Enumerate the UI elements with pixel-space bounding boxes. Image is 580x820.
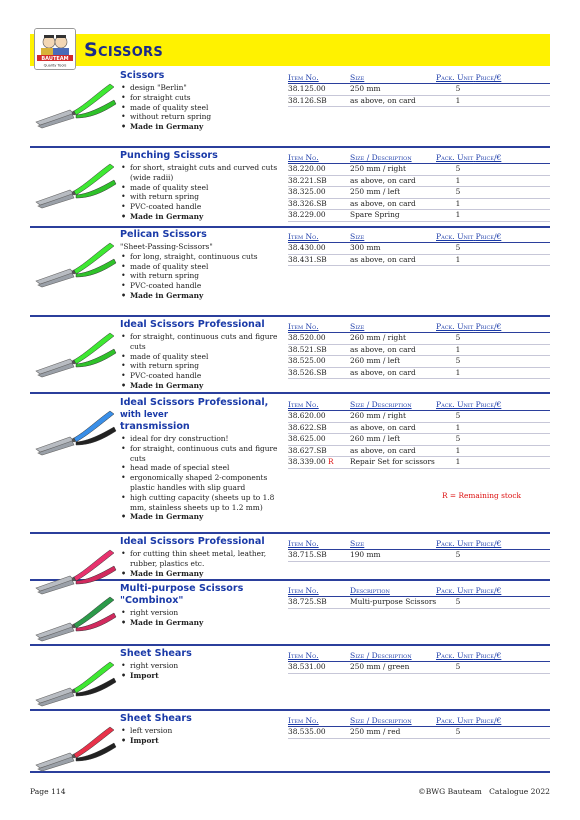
table-header [288, 650, 550, 662]
feature-item: • with return spring [120, 271, 288, 281]
col-header-item: Item No. [288, 539, 319, 548]
pack-unit: 5 [455, 727, 461, 737]
section-divider [30, 532, 550, 534]
brand-logo [34, 28, 76, 70]
col-header-pack-price: Pack. Unit Price/€ [436, 539, 502, 548]
col-header-pack-price: Pack. Unit Price/€ [436, 153, 502, 162]
product-title: Ideal Scissors Professional [120, 319, 265, 330]
item-number: 38.526.SB [288, 367, 327, 377]
pack-unit-cell [436, 84, 550, 94]
page-title: Scissors [84, 39, 164, 61]
pack-unit-cell [436, 176, 550, 186]
item-number: 38.430.00 [288, 243, 326, 253]
product-info [120, 536, 288, 578]
product-title: Sheet Shears [120, 648, 192, 659]
col-header-size: Size [350, 73, 365, 82]
item-number: 38.535.00 [288, 727, 326, 737]
product-table [288, 715, 550, 739]
item-size: 250 mm / red [350, 727, 401, 737]
pack-unit: 1 [455, 254, 461, 264]
table-row [288, 727, 550, 739]
table-header [288, 72, 550, 84]
product-section [30, 229, 550, 317]
product-info [120, 583, 288, 628]
col-header-size: Size [350, 232, 365, 241]
pack-unit-cell [436, 164, 550, 174]
pack-unit-cell [436, 345, 550, 355]
table-row [288, 255, 550, 267]
feature-item: • Made in Germany [120, 569, 288, 579]
col-header-size: Size / Description [350, 400, 412, 409]
pack-unit-cell [436, 597, 550, 607]
table-row [288, 446, 550, 458]
feature-item: • Made in Germany [120, 512, 288, 522]
pack-unit: 1 [455, 175, 461, 185]
product-image [30, 587, 120, 657]
table-row [288, 434, 550, 446]
feature-item: • for long, straight, continuous cuts [120, 252, 288, 262]
pack-unit-cell [436, 434, 550, 444]
pack-unit: 1 [455, 445, 461, 455]
svg-text:Quality Tools: Quality Tools [43, 63, 67, 68]
feature-item: • with return spring [120, 192, 288, 202]
product-table [288, 538, 550, 562]
feature-item: • Made in Germany [120, 122, 288, 132]
col-header-pack-price: Pack. Unit Price/€ [436, 586, 502, 595]
table-header [288, 152, 550, 164]
col-header-item: Item No. [288, 651, 319, 660]
item-number: 38.220.00 [288, 164, 326, 174]
table-row [288, 457, 550, 469]
feature-list [120, 434, 288, 522]
pack-unit: 5 [455, 243, 461, 253]
product-table [288, 585, 550, 609]
product-section [30, 583, 550, 646]
col-header-size: Size [350, 539, 365, 548]
item-number: 38.339.00 R [288, 457, 334, 467]
feature-item: • PVC-coated handle [120, 202, 288, 212]
feature-item: • Made in Germany [120, 291, 288, 301]
svg-text:BAUTEAM: BAUTEAM [41, 56, 69, 62]
product-table [288, 72, 550, 107]
pack-unit: 5 [455, 333, 461, 343]
pack-unit-cell [436, 333, 550, 343]
item-size: 260 mm / left [350, 356, 401, 366]
product-title: Ideal Scissors Professional, with lever transmission [120, 397, 269, 432]
feature-item: • for straight cuts [120, 93, 288, 103]
item-size: as above, on card [350, 344, 416, 354]
feature-list [120, 608, 288, 628]
product-section [30, 713, 550, 773]
table-row [288, 662, 550, 674]
col-header-item: Item No. [288, 716, 319, 725]
pack-unit-cell [436, 356, 550, 366]
item-size: 190 mm [350, 550, 381, 560]
feature-item: • ergonomically shaped 2-components plastic handles with slip guard [120, 473, 288, 493]
pack-unit-cell [436, 727, 550, 737]
product-title: Punching Scissors [120, 150, 218, 161]
item-number: 38.525.00 [288, 356, 326, 366]
item-size: as above, on card [350, 254, 416, 264]
col-header-item: Item No. [288, 400, 319, 409]
item-number: 38.325.00 [288, 187, 326, 197]
feature-list [120, 332, 288, 391]
table-row [288, 550, 550, 562]
col-header-pack-price: Pack. Unit Price/€ [436, 716, 502, 725]
feature-list [120, 83, 288, 132]
section-divider [30, 146, 550, 148]
feature-item: • for straight, continuous cuts and figure cuts [120, 332, 288, 352]
table-row [288, 345, 550, 357]
table-row [288, 199, 550, 211]
table-header [288, 585, 550, 597]
pack-unit-cell [436, 210, 550, 220]
feature-item: • PVC-coated handle [120, 281, 288, 291]
feature-item: • head made of special steel [120, 463, 288, 473]
pack-unit-cell [436, 96, 550, 106]
pack-unit: 1 [455, 210, 461, 220]
product-title: Scissors [120, 70, 165, 81]
item-number: 38.622.SB [288, 422, 327, 432]
product-table [288, 231, 550, 266]
pack-unit-cell [436, 457, 550, 467]
col-header-item: Item No. [288, 153, 319, 162]
product-title: Multi-purpose Scissors "Combinox" [120, 583, 244, 606]
product-info [120, 229, 288, 301]
product-info [120, 319, 288, 391]
pack-unit: 5 [455, 597, 461, 607]
col-header-item: Item No. [288, 322, 319, 331]
feature-item: • made of quality steel [120, 262, 288, 272]
table-row [288, 96, 550, 108]
pack-unit-cell [436, 243, 550, 253]
product-section [30, 319, 550, 394]
table-row [288, 597, 550, 609]
col-header-size: Size / Description [350, 716, 412, 725]
item-size: Spare Spring [350, 210, 400, 220]
table-row [288, 368, 550, 380]
feature-item: • Made in Germany [120, 212, 288, 222]
item-size: as above, on card [350, 445, 416, 455]
item-number: 38.620.00 [288, 411, 326, 421]
product-info [120, 70, 288, 132]
feature-item: • for straight, continuous cuts and figure cuts [120, 444, 288, 464]
table-header [288, 715, 550, 727]
col-header-size: Size / Description [350, 153, 412, 162]
item-number: 38.229.00 [288, 210, 326, 220]
pack-unit: 5 [455, 187, 461, 197]
pack-unit: 5 [455, 356, 461, 366]
feature-item: • made of quality steel [120, 183, 288, 193]
feature-item: • without return spring [120, 112, 288, 122]
item-size: 250 mm / right [350, 164, 407, 174]
feature-item: • high cutting capacity (sheets up to 1.8 mm, stainless sheets up to 1.2 mm) [120, 493, 288, 513]
item-size: 300 mm [350, 243, 381, 253]
item-size: as above, on card [350, 367, 416, 377]
feature-item: • left version [120, 726, 288, 736]
item-size: as above, on card [350, 175, 416, 185]
feature-item: • ideal for dry construction! [120, 434, 288, 444]
feature-item: • for cutting thin sheet metal, leather, rubber, plastics etc. [120, 549, 288, 569]
feature-item: • Made in Germany [120, 381, 288, 391]
feature-item: • design "Berlin" [120, 83, 288, 93]
item-number: 38.221.SB [288, 175, 327, 185]
pack-unit-cell [436, 368, 550, 378]
pack-unit: 1 [455, 198, 461, 208]
product-title: Pelican Scissors [120, 229, 207, 240]
product-table [288, 650, 550, 674]
remark-note: R = Remaining stock [442, 491, 521, 500]
col-header-item: Item No. [288, 73, 319, 82]
feature-item: • right version [120, 608, 288, 618]
product-image [30, 233, 120, 303]
item-size: as above, on card [350, 198, 416, 208]
col-header-pack-price: Pack. Unit Price/€ [436, 651, 502, 660]
item-number: 38.531.00 [288, 662, 326, 672]
pack-unit-cell [436, 423, 550, 433]
product-image [30, 154, 120, 224]
feature-list [120, 163, 288, 222]
feature-item: • PVC-coated handle [120, 371, 288, 381]
product-image [30, 323, 120, 393]
footer-copyright: ©BWG Bauteam Catalogue 2022 [418, 787, 550, 796]
item-number: 38.627.SB [288, 445, 327, 455]
table-row [288, 356, 550, 368]
feature-item: • right version [120, 661, 288, 671]
item-size: 260 mm / left [350, 434, 401, 444]
item-number: 38.520.00 [288, 333, 326, 343]
pack-unit-cell [436, 411, 550, 421]
item-number: 38.521.SB [288, 344, 327, 354]
item-size: as above, on card [350, 95, 416, 105]
feature-list [120, 661, 288, 681]
item-number: 38.326.SB [288, 198, 327, 208]
product-image [30, 401, 120, 471]
item-size: 250 mm [350, 84, 381, 94]
pack-unit: 5 [455, 662, 461, 672]
pack-unit-cell [436, 187, 550, 197]
col-header-item: Item No. [288, 586, 319, 595]
table-header [288, 321, 550, 333]
item-number: 38.125.00 [288, 84, 326, 94]
item-size: as above, on card [350, 422, 416, 432]
feature-item: • made of quality steel [120, 352, 288, 362]
item-size: 250 mm / left [350, 187, 401, 197]
table-row [288, 84, 550, 96]
feature-item: • made of quality steel [120, 103, 288, 113]
feature-item: • Import [120, 736, 288, 746]
col-header-size: Description [350, 586, 390, 595]
product-section [30, 536, 550, 581]
pack-unit: 1 [455, 457, 461, 467]
item-number: 38.715.SB [288, 550, 327, 560]
pack-unit-cell [436, 199, 550, 209]
product-image [30, 652, 120, 722]
col-header-pack-price: Pack. Unit Price/€ [436, 322, 502, 331]
product-info [120, 648, 288, 681]
col-header-pack-price: Pack. Unit Price/€ [436, 400, 502, 409]
product-info [120, 713, 288, 746]
feature-item: • with return spring [120, 361, 288, 371]
table-row [288, 243, 550, 255]
product-info [120, 397, 288, 522]
feature-item: • for short, straight cuts and curved cuts (wide radii) [120, 163, 288, 183]
product-image [30, 74, 120, 144]
item-size: 260 mm / right [350, 411, 407, 421]
section-divider [30, 315, 550, 317]
section-divider [30, 226, 550, 228]
pack-unit-cell [436, 446, 550, 456]
pack-unit: 1 [455, 422, 461, 432]
table-row [288, 210, 550, 222]
col-header-size: Size [350, 322, 365, 331]
feature-list [120, 252, 288, 301]
product-section [30, 70, 550, 148]
pack-unit: 1 [455, 344, 461, 354]
table-row [288, 176, 550, 188]
pack-unit: 1 [455, 95, 461, 105]
product-section [30, 648, 550, 711]
pack-unit: 5 [455, 434, 461, 444]
item-size: 260 mm / right [350, 333, 407, 343]
product-subtitle: "Sheet-Passing-Scissors" [120, 242, 213, 251]
pack-unit: 5 [455, 164, 461, 174]
product-title: Ideal Scissors Professional [120, 536, 265, 547]
pack-unit: 5 [455, 84, 461, 94]
product-section [30, 397, 550, 534]
pack-unit: 1 [455, 367, 461, 377]
table-header [288, 399, 550, 411]
product-title: Sheet Shears [120, 713, 192, 724]
feature-item: • Import [120, 671, 288, 681]
table-row [288, 411, 550, 423]
table-row [288, 164, 550, 176]
product-table [288, 321, 550, 379]
table-row [288, 423, 550, 435]
pack-unit-cell [436, 662, 550, 672]
remaining-stock-mark: R [327, 457, 334, 467]
pack-unit: 5 [455, 411, 461, 421]
col-header-pack-price: Pack. Unit Price/€ [436, 73, 502, 82]
item-number: 38.431.SB [288, 254, 327, 264]
item-number: 38.126.SB [288, 95, 327, 105]
table-row [288, 333, 550, 345]
feature-item: • Made in Germany [120, 618, 288, 628]
col-header-item: Item No. [288, 232, 319, 241]
feature-list [120, 726, 288, 746]
table-header [288, 538, 550, 550]
item-size: 250 mm / green [350, 662, 410, 672]
product-image [30, 717, 120, 787]
page-number: Page 114 [30, 787, 66, 796]
col-header-pack-price: Pack. Unit Price/€ [436, 232, 502, 241]
pack-unit-cell [436, 550, 550, 560]
item-number: 38.725.SB [288, 597, 327, 607]
product-table [288, 399, 550, 469]
item-size: Multi-purpose Scissors [350, 597, 437, 607]
col-header-size: Size / Description [350, 651, 412, 660]
pack-unit-cell [436, 255, 550, 265]
item-size: Repair Set for scissors [350, 457, 435, 467]
product-table [288, 152, 550, 222]
product-section [30, 150, 550, 228]
table-row [288, 187, 550, 199]
table-header [288, 231, 550, 243]
feature-list [120, 549, 288, 578]
item-number: 38.625.00 [288, 434, 326, 444]
product-info [120, 150, 288, 222]
pack-unit: 5 [455, 550, 461, 560]
